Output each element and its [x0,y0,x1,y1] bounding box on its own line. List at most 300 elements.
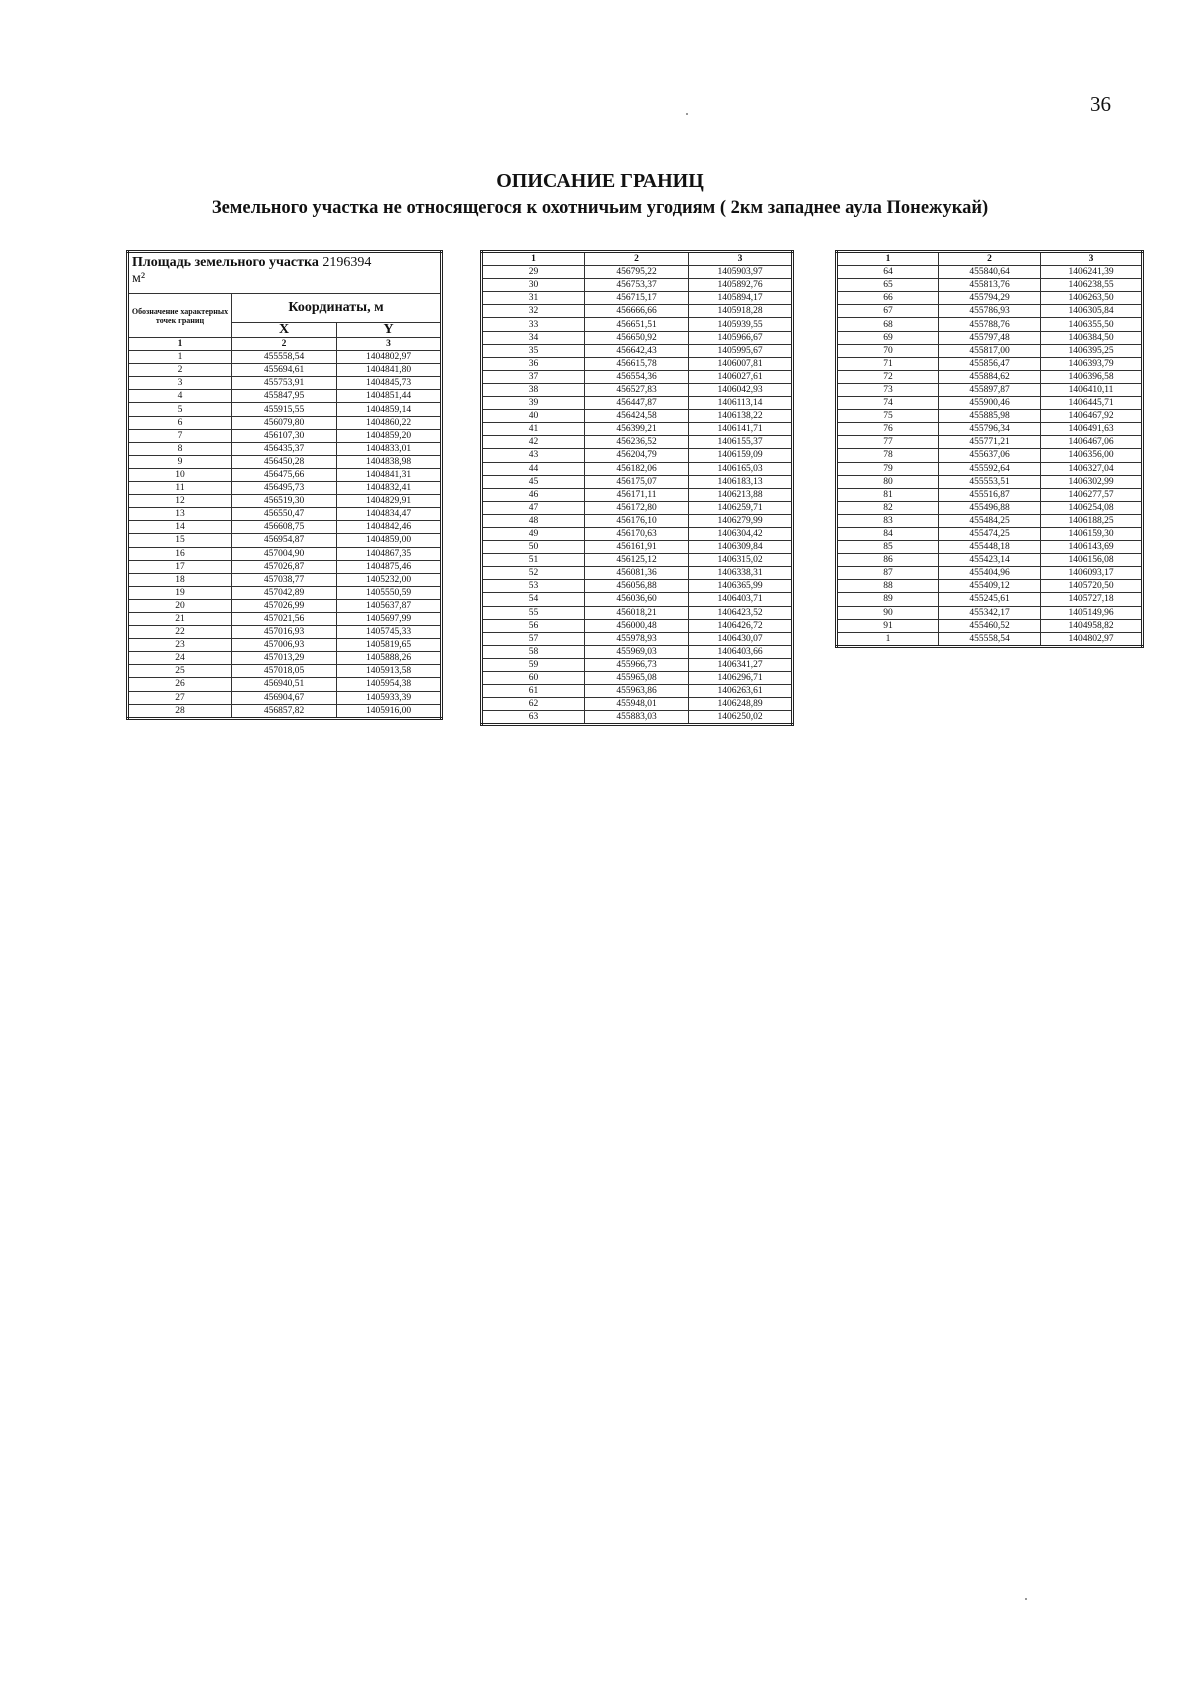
point-number-cell: 15 [128,534,232,547]
point-number-cell: 20 [128,599,232,612]
x-coordinate-cell: 455813,76 [939,279,1041,292]
y-coordinate-cell: 1406188,25 [1041,514,1143,527]
table-row [837,318,1143,331]
point-number-cell: 60 [482,672,585,685]
point-number-cell: 65 [837,279,939,292]
area-unit: м² [132,271,146,286]
point-number-cell: 56 [482,619,585,632]
point-number-cell: 51 [482,554,585,567]
y-coordinate-cell: 1406159,09 [689,449,793,462]
x-coordinate-cell: 455771,21 [939,436,1041,449]
table-row [837,331,1143,344]
point-number-cell: 6 [128,416,232,429]
table-row [482,318,793,331]
y-coordinate-cell: 1406254,08 [1041,501,1143,514]
coordinates-header: Координаты, м [232,294,442,323]
table-row [482,397,793,410]
x-coordinate-cell: 455883,03 [585,711,689,725]
point-number-cell: 27 [128,691,232,704]
x-coordinate-cell: 456079,80 [232,416,337,429]
point-number-cell: 64 [837,266,939,279]
x-coordinate-cell: 455969,03 [585,645,689,658]
x-coordinate-cell: 455856,47 [939,357,1041,370]
x-coordinate-cell: 456176,10 [585,514,689,527]
y-coordinate-cell: 1404875,46 [337,560,442,573]
y-coordinate-cell: 1405727,18 [1041,593,1143,606]
y-coordinate-cell: 1404802,97 [1041,632,1143,646]
table-row [837,514,1143,527]
x-coordinate-cell: 455484,25 [939,514,1041,527]
y-coordinate-cell: 1406279,99 [689,514,793,527]
x-coordinate-cell: 455978,93 [585,632,689,645]
x-coordinate-cell: 456424,58 [585,410,689,423]
y-coordinate-cell: 1405939,55 [689,318,793,331]
point-number-cell: 76 [837,423,939,436]
coordinates-table-3 [835,250,1144,648]
x-coordinate-cell: 456204,79 [585,449,689,462]
x-coordinate-cell: 456519,30 [232,495,337,508]
table-row [482,554,793,567]
y-coordinate-cell: 1406241,39 [1041,266,1143,279]
y-coordinate-cell: 1406467,06 [1041,436,1143,449]
x-coordinate-cell: 456171,11 [585,488,689,501]
point-number-cell: 53 [482,580,585,593]
table-row [837,632,1143,646]
y-coordinate-cell: 1404838,98 [337,455,442,468]
x-coordinate-cell: 456172,80 [585,501,689,514]
table-row [482,344,793,357]
y-coordinate-cell: 1405819,65 [337,639,442,652]
point-number-cell: 36 [482,357,585,370]
table-row [837,383,1143,396]
y-coordinate-cell: 1406248,89 [689,698,793,711]
point-number-cell: 9 [128,455,232,468]
y-coordinate-cell: 1406467,92 [1041,410,1143,423]
table-row [482,501,793,514]
y-coordinate-cell: 1406403,71 [689,593,793,606]
y-coordinate-cell: 1406156,08 [1041,554,1143,567]
table-row [482,698,793,711]
y-coordinate-cell: 1404958,82 [1041,619,1143,632]
y-coordinate-cell: 1406341,27 [689,658,793,671]
table-row [482,580,793,593]
y-coordinate-cell: 1404832,41 [337,482,442,495]
point-number-cell: 25 [128,665,232,678]
x-coordinate-cell: 455753,91 [232,377,337,390]
x-coordinate-cell: 456795,22 [585,266,689,279]
x-coordinate-cell: 456495,73 [232,482,337,495]
y-coordinate-cell: 1406141,71 [689,423,793,436]
table-row [128,351,442,364]
y-coordinate-cell: 1404859,20 [337,429,442,442]
y-coordinate-cell: 1405954,38 [337,678,442,691]
table-row [482,436,793,449]
x-coordinate-cell: 455404,96 [939,567,1041,580]
x-coordinate-cell: 455948,01 [585,698,689,711]
point-number-cell: 82 [837,501,939,514]
point-number-cell: 74 [837,397,939,410]
y-coordinate-cell: 1406403,66 [689,645,793,658]
table-row [128,626,442,639]
table-row [482,423,793,436]
y-coordinate-cell: 1406356,00 [1041,449,1143,462]
column-number: 2 [232,338,337,351]
x-coordinate-cell: 455786,93 [939,305,1041,318]
x-coordinate-cell: 455915,55 [232,403,337,416]
y-coordinate-cell: 1406183,13 [689,475,793,488]
table-row [128,560,442,573]
x-coordinate-cell: 456554,36 [585,370,689,383]
y-coordinate-cell: 1405637,87 [337,599,442,612]
table-row [482,279,793,292]
x-coordinate-cell: 456527,83 [585,383,689,396]
y-coordinate-cell: 1406491,63 [1041,423,1143,436]
table-row [482,383,793,396]
point-number-cell: 16 [128,547,232,560]
point-number-cell: 63 [482,711,585,725]
y-coordinate-cell: 1406410,11 [1041,383,1143,396]
point-number-cell: 68 [837,318,939,331]
table-row [482,645,793,658]
x-coordinate-cell: 456940,51 [232,678,337,691]
point-number-cell: 28 [128,704,232,718]
y-coordinate-cell: 1404841,80 [337,364,442,377]
x-coordinate-cell: 455558,54 [232,351,337,364]
point-number-cell: 24 [128,652,232,665]
y-coordinate-cell: 1406384,50 [1041,331,1143,344]
y-coordinate-cell: 1406302,99 [1041,475,1143,488]
x-coordinate-cell: 457006,93 [232,639,337,652]
x-coordinate-cell: 456666,66 [585,305,689,318]
x-coordinate-cell: 455817,00 [939,344,1041,357]
y-coordinate-cell: 1406395,25 [1041,344,1143,357]
x-coordinate-cell: 455897,87 [939,383,1041,396]
table-row [482,685,793,698]
table-row [128,639,442,652]
y-coordinate-cell: 1406165,03 [689,462,793,475]
x-coordinate-cell: 456475,66 [232,468,337,481]
x-coordinate-cell: 456170,63 [585,527,689,540]
y-coordinate-cell: 1404860,22 [337,416,442,429]
point-number-cell: 33 [482,318,585,331]
y-coordinate-cell: 1406393,79 [1041,357,1143,370]
point-number-cell: 62 [482,698,585,711]
table-row [837,580,1143,593]
table-row [837,619,1143,632]
scan-speck [1025,1598,1027,1600]
point-number-cell: 91 [837,619,939,632]
y-coordinate-cell: 1406423,52 [689,606,793,619]
table-row [128,429,442,442]
y-coordinate-cell: 1405894,17 [689,292,793,305]
table-row [128,547,442,560]
point-number-cell: 19 [128,586,232,599]
table-row [837,279,1143,292]
y-coordinate-cell: 1405918,28 [689,305,793,318]
y-coordinate-cell: 1406259,71 [689,501,793,514]
y-coordinate-cell: 1406238,55 [1041,279,1143,292]
point-number-cell: 52 [482,567,585,580]
table-row [128,390,442,403]
x-coordinate-cell: 455794,29 [939,292,1041,305]
area-value: 2196394 [322,255,372,270]
point-number-cell: 85 [837,541,939,554]
table-row [128,495,442,508]
x-coordinate-cell: 455553,51 [939,475,1041,488]
document-subtitle: Земельного участка не относящегося к охотничьим угодиям ( 2км западнее аула Понежукай) [211,198,989,218]
point-number-cell: 1 [128,351,232,364]
x-coordinate-cell: 455900,46 [939,397,1041,410]
y-coordinate-cell: 1406263,61 [689,685,793,698]
point-number-cell: 1 [837,632,939,646]
table-row [128,612,442,625]
table-row [837,567,1143,580]
y-coordinate-cell: 1404841,31 [337,468,442,481]
point-number-cell: 66 [837,292,939,305]
point-number-cell: 58 [482,645,585,658]
y-coordinate-cell: 1404845,73 [337,377,442,390]
x-coordinate-cell: 456161,91 [585,541,689,554]
point-number-cell: 5 [128,403,232,416]
table-row [482,488,793,501]
x-coordinate-cell: 456182,06 [585,462,689,475]
table-row [482,606,793,619]
point-number-cell: 71 [837,357,939,370]
point-number-cell: 17 [128,560,232,573]
x-coordinate-cell: 455245,61 [939,593,1041,606]
y-coordinate-cell: 1406113,14 [689,397,793,410]
x-coordinate-cell: 456107,30 [232,429,337,442]
point-number-cell: 57 [482,632,585,645]
point-number-cell: 12 [128,495,232,508]
table-row [837,541,1143,554]
area-label: Площадь земельного участка [132,255,319,270]
table-row [837,501,1143,514]
point-number-cell: 90 [837,606,939,619]
table-row [128,652,442,665]
point-number-cell: 34 [482,331,585,344]
x-coordinate-cell: 455884,62 [939,370,1041,383]
point-number-cell: 54 [482,593,585,606]
x-coordinate-cell: 456435,37 [232,442,337,455]
x-coordinate-cell: 455966,73 [585,658,689,671]
point-number-cell: 81 [837,488,939,501]
x-coordinate-cell: 456608,75 [232,521,337,534]
y-coordinate-cell: 1404842,46 [337,521,442,534]
point-number-cell: 4 [128,390,232,403]
table-row [482,475,793,488]
y-coordinate-cell: 1406138,22 [689,410,793,423]
table-row [128,665,442,678]
table-row [482,331,793,344]
table-row [482,672,793,685]
point-number-cell: 7 [128,429,232,442]
x-coordinate-cell: 456056,88 [585,580,689,593]
table-row [837,593,1143,606]
point-number-cell: 86 [837,554,939,567]
y-coordinate-cell: 1406042,93 [689,383,793,396]
x-coordinate-cell: 456753,37 [585,279,689,292]
point-number-cell: 21 [128,612,232,625]
point-number-cell: 23 [128,639,232,652]
x-coordinate-cell: 456650,92 [585,331,689,344]
point-number-cell: 31 [482,292,585,305]
point-number-cell: 80 [837,475,939,488]
table-row [128,377,442,390]
column-number: 1 [482,252,585,266]
x-coordinate-cell: 456615,78 [585,357,689,370]
table-row [128,704,442,718]
x-coordinate-cell: 455592,64 [939,462,1041,475]
y-coordinate-cell: 1405892,76 [689,279,793,292]
y-coordinate-cell: 1406396,58 [1041,370,1143,383]
y-coordinate-cell: 1406213,88 [689,488,793,501]
column-number: 1 [128,338,232,351]
x-coordinate-cell: 455423,14 [939,554,1041,567]
table-row [128,508,442,521]
point-number-cell: 55 [482,606,585,619]
table-row [837,266,1143,279]
table-row [128,455,442,468]
table-row [837,357,1143,370]
point-number-cell: 48 [482,514,585,527]
x-coordinate-cell: 455342,17 [939,606,1041,619]
y-coordinate-cell: 1404834,47 [337,508,442,521]
x-coordinate-cell: 457016,93 [232,626,337,639]
y-coordinate-cell: 1406304,42 [689,527,793,540]
x-coordinate-cell: 457018,05 [232,665,337,678]
table-row [128,599,442,612]
x-coordinate-cell: 456642,43 [585,344,689,357]
y-coordinate-cell: 1404859,14 [337,403,442,416]
table-row [482,593,793,606]
point-number-cell: 26 [128,678,232,691]
x-coordinate-cell: 455474,25 [939,527,1041,540]
table-row [482,658,793,671]
point-number-cell: 84 [837,527,939,540]
y-coordinate-cell: 1406143,69 [1041,541,1143,554]
y-coordinate-cell: 1406426,72 [689,619,793,632]
point-number-cell: 59 [482,658,585,671]
point-number-cell: 44 [482,462,585,475]
point-number-cell: 29 [482,266,585,279]
x-coordinate-cell: 455409,12 [939,580,1041,593]
point-number-cell: 75 [837,410,939,423]
designation-header: Обозначение характерных точек границ [128,294,232,338]
table-row [837,370,1143,383]
table-row [128,678,442,691]
x-coordinate-cell: 455448,18 [939,541,1041,554]
table-row [128,416,442,429]
table-row [482,619,793,632]
document-title: ОПИСАНИЕ ГРАНИЦ [496,170,704,192]
x-coordinate-cell: 456651,51 [585,318,689,331]
point-number-cell: 88 [837,580,939,593]
point-number-cell: 73 [837,383,939,396]
y-coordinate-cell: 1404829,91 [337,495,442,508]
point-number-cell: 67 [837,305,939,318]
table-row [837,292,1143,305]
x-coordinate-cell: 456447,87 [585,397,689,410]
y-coordinate-cell: 1406296,71 [689,672,793,685]
point-number-cell: 40 [482,410,585,423]
point-number-cell: 14 [128,521,232,534]
table-row [482,449,793,462]
x-coordinate-cell: 457026,99 [232,599,337,612]
y-coordinate-cell: 1406159,30 [1041,527,1143,540]
column-number: 3 [1041,252,1143,266]
y-coordinate-cell: 1405149,96 [1041,606,1143,619]
y-coordinate-cell: 1405720,50 [1041,580,1143,593]
x-coordinate-cell: 456450,28 [232,455,337,468]
table-row [837,436,1143,449]
point-number-cell: 77 [837,436,939,449]
y-coordinate-cell: 1405903,97 [689,266,793,279]
point-number-cell: 35 [482,344,585,357]
x-coordinate-cell: 457004,90 [232,547,337,560]
y-coordinate-cell: 1405916,00 [337,704,442,718]
x-coordinate-cell: 455516,87 [939,488,1041,501]
y-coordinate-cell: 1404802,97 [337,351,442,364]
table-row [482,370,793,383]
table-row [482,567,793,580]
y-coordinate-cell: 1406007,81 [689,357,793,370]
point-number-cell: 30 [482,279,585,292]
y-coordinate-cell: 1406309,84 [689,541,793,554]
y-coordinate-cell: 1406263,50 [1041,292,1143,305]
y-coordinate-cell: 1405966,67 [689,331,793,344]
table-row [128,573,442,586]
table-row [837,305,1143,318]
table-row [837,410,1143,423]
x-coordinate-cell: 456715,17 [585,292,689,305]
point-number-cell: 42 [482,436,585,449]
x-coordinate-cell: 457038,77 [232,573,337,586]
y-header: Y [337,323,442,338]
column-number: 3 [337,338,442,351]
y-coordinate-cell: 1406355,50 [1041,318,1143,331]
table-row [482,711,793,725]
point-number-cell: 3 [128,377,232,390]
y-coordinate-cell: 1405697,99 [337,612,442,625]
y-coordinate-cell: 1405995,67 [689,344,793,357]
table-row [128,586,442,599]
point-number-cell: 43 [482,449,585,462]
point-number-cell: 13 [128,508,232,521]
x-coordinate-cell: 455637,06 [939,449,1041,462]
x-coordinate-cell: 455558,54 [939,632,1041,646]
point-number-cell: 39 [482,397,585,410]
point-number-cell: 32 [482,305,585,318]
x-coordinate-cell: 457042,89 [232,586,337,599]
coordinates-table-2 [480,250,794,726]
y-coordinate-cell: 1405745,33 [337,626,442,639]
y-coordinate-cell: 1406315,02 [689,554,793,567]
table-row [482,266,793,279]
y-coordinate-cell: 1405888,26 [337,652,442,665]
table-row [128,468,442,481]
table-row [128,442,442,455]
x-coordinate-cell: 456000,48 [585,619,689,632]
column-number: 3 [689,252,793,266]
page-number: 36 [1090,92,1111,116]
table-row [837,423,1143,436]
x-coordinate-cell: 455694,61 [232,364,337,377]
table-row [837,397,1143,410]
x-coordinate-cell: 456550,47 [232,508,337,521]
x-coordinate-cell: 455460,52 [939,619,1041,632]
scan-speck [686,113,688,115]
